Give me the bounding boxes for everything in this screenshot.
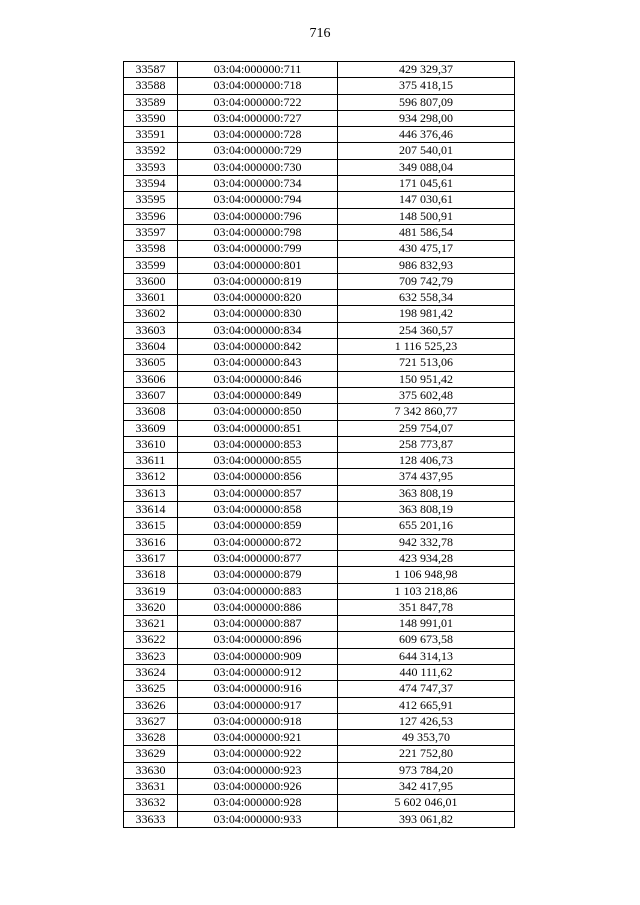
table-row	[124, 518, 515, 534]
row-number-cell: 33599	[124, 257, 178, 273]
row-number-cell: 33612	[124, 469, 178, 485]
table-row	[124, 420, 515, 436]
amount-cell: 221 752,80	[338, 746, 515, 762]
row-number-cell: 33606	[124, 371, 178, 387]
amount-cell: 986 832,93	[338, 257, 515, 273]
table-row	[124, 567, 515, 583]
row-number-cell: 33628	[124, 730, 178, 746]
row-number-cell: 33589	[124, 94, 178, 110]
row-number-cell: 33596	[124, 208, 178, 224]
amount-cell: 375 418,15	[338, 78, 515, 94]
table-row	[124, 664, 515, 680]
amount-cell: 342 417,95	[338, 779, 515, 795]
row-number-cell: 33630	[124, 762, 178, 778]
row-number-cell: 33587	[124, 62, 178, 78]
table-row	[124, 616, 515, 632]
amount-cell: 934 298,00	[338, 110, 515, 126]
cadastral-number-cell: 03:04:000000:729	[178, 143, 338, 159]
table-row	[124, 436, 515, 452]
row-number-cell: 33629	[124, 746, 178, 762]
amount-cell: 709 742,79	[338, 273, 515, 289]
row-number-cell: 33593	[124, 159, 178, 175]
amount-cell: 609 673,58	[338, 632, 515, 648]
row-number-cell: 33619	[124, 583, 178, 599]
table-row	[124, 371, 515, 387]
cadastral-number-cell: 03:04:000000:820	[178, 290, 338, 306]
amount-cell: 351 847,78	[338, 599, 515, 615]
table-row	[124, 355, 515, 371]
table-row	[124, 306, 515, 322]
amount-cell: 973 784,20	[338, 762, 515, 778]
cadastral-number-cell: 03:04:000000:909	[178, 648, 338, 664]
cadastral-number-cell: 03:04:000000:928	[178, 795, 338, 811]
table-row	[124, 599, 515, 615]
cadastral-number-cell: 03:04:000000:877	[178, 550, 338, 566]
row-number-cell: 33590	[124, 110, 178, 126]
row-number-cell: 33608	[124, 404, 178, 420]
amount-cell: 7 342 860,77	[338, 404, 515, 420]
cadastral-number-cell: 03:04:000000:801	[178, 257, 338, 273]
cadastral-number-cell: 03:04:000000:722	[178, 94, 338, 110]
amount-cell: 254 360,57	[338, 322, 515, 338]
table-row	[124, 485, 515, 501]
row-number-cell: 33632	[124, 795, 178, 811]
table-row	[124, 322, 515, 338]
amount-cell: 446 376,46	[338, 127, 515, 143]
table-row	[124, 453, 515, 469]
row-number-cell: 33605	[124, 355, 178, 371]
amount-cell: 429 329,37	[338, 62, 515, 78]
cadastral-number-cell: 03:04:000000:912	[178, 664, 338, 680]
amount-cell: 632 558,34	[338, 290, 515, 306]
cadastral-number-cell: 03:04:000000:794	[178, 192, 338, 208]
row-number-cell: 33613	[124, 485, 178, 501]
page-number: 716	[309, 26, 331, 41]
table-row	[124, 811, 515, 827]
cadastral-number-cell: 03:04:000000:886	[178, 599, 338, 615]
cadastral-number-cell: 03:04:000000:842	[178, 339, 338, 355]
table-row	[124, 387, 515, 403]
cadastral-number-cell: 03:04:000000:922	[178, 746, 338, 762]
cadastral-number-cell: 03:04:000000:933	[178, 811, 338, 827]
cadastral-number-cell: 03:04:000000:926	[178, 779, 338, 795]
row-number-cell: 33602	[124, 306, 178, 322]
table-row	[124, 241, 515, 257]
amount-cell: 259 754,07	[338, 420, 515, 436]
amount-cell: 596 807,09	[338, 94, 515, 110]
cadastral-number-cell: 03:04:000000:883	[178, 583, 338, 599]
table-row	[124, 550, 515, 566]
cadastral-number-cell: 03:04:000000:872	[178, 534, 338, 550]
cadastral-number-cell: 03:04:000000:730	[178, 159, 338, 175]
amount-cell: 474 747,37	[338, 681, 515, 697]
row-number-cell: 33618	[124, 567, 178, 583]
row-number-cell: 33595	[124, 192, 178, 208]
cadastral-number-cell: 03:04:000000:728	[178, 127, 338, 143]
amount-cell: 148 500,91	[338, 208, 515, 224]
table-row	[124, 730, 515, 746]
cadastral-number-cell: 03:04:000000:734	[178, 176, 338, 192]
cadastral-number-cell: 03:04:000000:727	[178, 110, 338, 126]
cadastral-number-cell: 03:04:000000:843	[178, 355, 338, 371]
table-row	[124, 469, 515, 485]
cadastral-number-cell: 03:04:000000:918	[178, 713, 338, 729]
amount-cell: 127 426,53	[338, 713, 515, 729]
row-number-cell: 33615	[124, 518, 178, 534]
cadastral-number-cell: 03:04:000000:849	[178, 387, 338, 403]
table-row	[124, 224, 515, 240]
table-row	[124, 779, 515, 795]
row-number-cell: 33627	[124, 713, 178, 729]
table-row	[124, 632, 515, 648]
amount-cell: 375 602,48	[338, 387, 515, 403]
table-row	[124, 62, 515, 78]
amount-cell: 1 116 525,23	[338, 339, 515, 355]
cadastral-number-cell: 03:04:000000:850	[178, 404, 338, 420]
row-number-cell: 33600	[124, 273, 178, 289]
table-row	[124, 795, 515, 811]
row-number-cell: 33631	[124, 779, 178, 795]
row-number-cell: 33623	[124, 648, 178, 664]
row-number-cell: 33611	[124, 453, 178, 469]
cadastral-number-cell: 03:04:000000:923	[178, 762, 338, 778]
table-row	[124, 762, 515, 778]
row-number-cell: 33588	[124, 78, 178, 94]
cadastral-number-cell: 03:04:000000:846	[178, 371, 338, 387]
row-number-cell: 33597	[124, 224, 178, 240]
amount-cell: 1 103 218,86	[338, 583, 515, 599]
cadastral-number-cell: 03:04:000000:896	[178, 632, 338, 648]
table-row	[124, 127, 515, 143]
amount-cell: 349 088,04	[338, 159, 515, 175]
table-row	[124, 502, 515, 518]
table-row	[124, 290, 515, 306]
row-number-cell: 33607	[124, 387, 178, 403]
amount-cell: 942 332,78	[338, 534, 515, 550]
table-row	[124, 681, 515, 697]
table-row	[124, 78, 515, 94]
amount-cell: 363 808,19	[338, 485, 515, 501]
amount-cell: 150 951,42	[338, 371, 515, 387]
amount-cell: 49 353,70	[338, 730, 515, 746]
cadastral-number-cell: 03:04:000000:711	[178, 62, 338, 78]
cadastral-number-cell: 03:04:000000:858	[178, 502, 338, 518]
row-number-cell: 33625	[124, 681, 178, 697]
row-number-cell: 33598	[124, 241, 178, 257]
amount-cell: 258 773,87	[338, 436, 515, 452]
table-row	[124, 648, 515, 664]
cadastral-number-cell: 03:04:000000:819	[178, 273, 338, 289]
amount-cell: 430 475,17	[338, 241, 515, 257]
cadastral-number-cell: 03:04:000000:851	[178, 420, 338, 436]
amount-cell: 644 314,13	[338, 648, 515, 664]
amount-cell: 721 513,06	[338, 355, 515, 371]
cadastral-number-cell: 03:04:000000:916	[178, 681, 338, 697]
table-row	[124, 713, 515, 729]
row-number-cell: 33609	[124, 420, 178, 436]
amount-cell: 198 981,42	[338, 306, 515, 322]
cadastral-number-cell: 03:04:000000:796	[178, 208, 338, 224]
row-number-cell: 33620	[124, 599, 178, 615]
amount-cell: 412 665,91	[338, 697, 515, 713]
amount-cell: 374 437,95	[338, 469, 515, 485]
table-row	[124, 534, 515, 550]
row-number-cell: 33603	[124, 322, 178, 338]
cadastral-number-cell: 03:04:000000:857	[178, 485, 338, 501]
amount-cell: 655 201,16	[338, 518, 515, 534]
table-row	[124, 257, 515, 273]
table-body	[124, 62, 515, 828]
amount-cell: 207 540,01	[338, 143, 515, 159]
table-row	[124, 697, 515, 713]
cadastral-number-cell: 03:04:000000:834	[178, 322, 338, 338]
cadastral-number-cell: 03:04:000000:855	[178, 453, 338, 469]
cadastral-number-cell: 03:04:000000:887	[178, 616, 338, 632]
amount-cell: 440 111,62	[338, 664, 515, 680]
row-number-cell: 33592	[124, 143, 178, 159]
cadastral-number-cell: 03:04:000000:853	[178, 436, 338, 452]
cadastral-number-cell: 03:04:000000:830	[178, 306, 338, 322]
amount-cell: 171 045,61	[338, 176, 515, 192]
table-row	[124, 94, 515, 110]
row-number-cell: 33610	[124, 436, 178, 452]
table-row	[124, 192, 515, 208]
row-number-cell: 33633	[124, 811, 178, 827]
amount-cell: 423 934,28	[338, 550, 515, 566]
amount-cell: 128 406,73	[338, 453, 515, 469]
table-row	[124, 176, 515, 192]
cadastral-number-cell: 03:04:000000:718	[178, 78, 338, 94]
cadastral-number-cell: 03:04:000000:921	[178, 730, 338, 746]
cadastral-number-cell: 03:04:000000:859	[178, 518, 338, 534]
row-number-cell: 33601	[124, 290, 178, 306]
row-number-cell: 33591	[124, 127, 178, 143]
table-row	[124, 583, 515, 599]
row-number-cell: 33626	[124, 697, 178, 713]
amount-cell: 393 061,82	[338, 811, 515, 827]
row-number-cell: 33621	[124, 616, 178, 632]
table-row	[124, 746, 515, 762]
amount-cell: 1 106 948,98	[338, 567, 515, 583]
amount-cell: 148 991,01	[338, 616, 515, 632]
row-number-cell: 33594	[124, 176, 178, 192]
row-number-cell: 33624	[124, 664, 178, 680]
table-row	[124, 404, 515, 420]
table-row	[124, 273, 515, 289]
row-number-cell: 33604	[124, 339, 178, 355]
amount-cell: 481 586,54	[338, 224, 515, 240]
row-number-cell: 33622	[124, 632, 178, 648]
table-row	[124, 110, 515, 126]
amount-cell: 363 808,19	[338, 502, 515, 518]
cadastral-number-cell: 03:04:000000:879	[178, 567, 338, 583]
table-row	[124, 339, 515, 355]
row-number-cell: 33617	[124, 550, 178, 566]
data-table	[123, 61, 515, 828]
amount-cell: 147 030,61	[338, 192, 515, 208]
cadastral-number-cell: 03:04:000000:798	[178, 224, 338, 240]
row-number-cell: 33616	[124, 534, 178, 550]
table-row	[124, 143, 515, 159]
table-row	[124, 208, 515, 224]
cadastral-number-cell: 03:04:000000:917	[178, 697, 338, 713]
row-number-cell: 33614	[124, 502, 178, 518]
amount-cell: 5 602 046,01	[338, 795, 515, 811]
table-row	[124, 159, 515, 175]
cadastral-number-cell: 03:04:000000:799	[178, 241, 338, 257]
cadastral-number-cell: 03:04:000000:856	[178, 469, 338, 485]
